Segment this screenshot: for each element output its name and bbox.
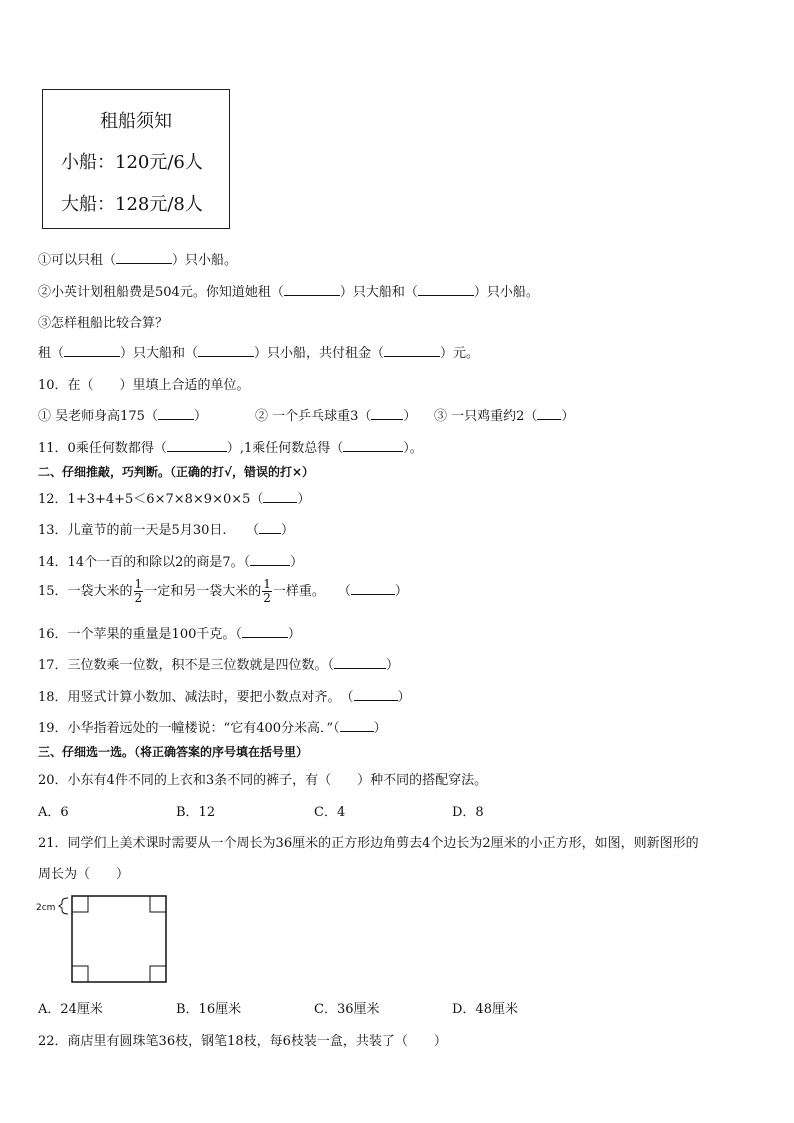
q10-item1: ① 吴老师身高175（ ） — [38, 409, 207, 424]
q21-option-a[interactable]: A．24厘米 — [38, 1002, 103, 1017]
notice-title: 租船须知 — [100, 111, 172, 132]
section-2-heading: 二、仔细推敲，巧判断。（正确的打√，错误的打×） — [38, 465, 315, 479]
answer-blank[interactable] — [158, 419, 194, 420]
q9-sub3-answer: 租（ ）只大船和（ ）只小船，共付租金（ ）元。 — [38, 346, 480, 361]
brace-icon — [59, 898, 68, 914]
section-3-heading: 三、仔细选一选。（将正确答案的序号填在括号里） — [38, 745, 309, 759]
q20-option-c[interactable]: C．4 — [314, 805, 346, 820]
q13: 13．儿童节的前一天是5月30日. （ ） — [38, 523, 295, 538]
q11: 11．0乘任何数都得（ ）,1乘任何数总得（ ）。 — [38, 441, 423, 456]
q12: 12．1+3+4+5＜6×7×8×9×0×5（ ） — [38, 492, 311, 507]
q21-option-d[interactable]: D．48厘米 — [452, 1002, 518, 1017]
fraction-one-half: $\frac{1}{2}$ — [134, 577, 143, 605]
outer-square — [72, 896, 166, 982]
answer-blank[interactable] — [263, 502, 297, 503]
answer-blank[interactable] — [354, 700, 398, 701]
notice-big-boat: 大船：128元/8人 — [61, 194, 203, 215]
answer-blank[interactable] — [64, 356, 120, 357]
figure-label: 2cm — [36, 903, 56, 913]
q15: 15．一袋大米的 $\frac{1}{2}$ 一定和另一袋大米的 $\frac{1}{2}$ 一样重。 （ ） — [38, 577, 408, 605]
q9-sub2: ②小英计划租船费是504元。你知道她租（ ）只大船和（ ）只小船。 — [38, 285, 539, 300]
q22-stem: 22．商店里有圆珠笔36枝，钢笔18枝，每6枝装一盒，共装了（ ） — [38, 1034, 447, 1049]
q20-option-a[interactable]: A．6 — [38, 805, 69, 820]
q10-item3: ③ 一只鸡重约2（ ） — [434, 409, 575, 424]
q16: 16．一个苹果的重量是100千克。（ ） — [38, 627, 301, 642]
answer-blank[interactable] — [537, 419, 561, 420]
q21-square-figure — [34, 890, 174, 990]
notice-small-boat: 小船：120元/6人 — [61, 152, 203, 173]
q19: 19．小华指着远处的一幢楼说：“它有400分米高．”（ ） — [38, 721, 387, 736]
q17: 17．三位数乘一位数，积不是三位数就是四位数。（ ） — [38, 658, 400, 673]
q21-stem-line2: 周长为（ ） — [38, 867, 130, 882]
answer-blank[interactable] — [284, 295, 340, 296]
answer-blank[interactable] — [340, 731, 374, 732]
answer-blank[interactable] — [343, 451, 403, 452]
answer-blank[interactable] — [167, 451, 227, 452]
q10-stem: 10．在（ ）里填上合适的单位。 — [38, 378, 250, 393]
corner-square-top-left — [72, 896, 88, 912]
q20-stem: 20．小东有4件不同的上衣和3条不同的裤子，有（ ）种不同的搭配穿法。 — [38, 773, 488, 788]
fraction-one-half: $\frac{1}{2}$ — [263, 577, 271, 605]
answer-blank[interactable] — [250, 565, 290, 566]
answer-blank[interactable] — [351, 594, 395, 595]
q21-option-c[interactable]: C．36厘米 — [314, 1002, 380, 1017]
boat-rental-notice-box — [42, 89, 230, 229]
q14: 14．14个一百的和除以2的商是7。（ ） — [38, 555, 304, 570]
answer-blank[interactable] — [198, 356, 254, 357]
answer-blank[interactable] — [371, 419, 403, 420]
answer-blank[interactable] — [242, 637, 288, 638]
corner-square-top-right — [150, 896, 166, 912]
q9-sub1: ①可以只租（ ）只小船。 — [38, 253, 238, 268]
q18: 18．用竖式计算小数加、减法时，要把小数点对齐。 （ ） — [38, 690, 411, 705]
answer-blank[interactable] — [116, 263, 172, 264]
corner-square-bottom-left — [72, 966, 88, 982]
answer-blank[interactable] — [384, 356, 440, 357]
q10-item2: ② 一个乒乓球重3（ ） — [255, 409, 417, 424]
square-diagram — [34, 890, 174, 990]
answer-blank[interactable] — [334, 668, 386, 669]
q20-option-d[interactable]: D．8 — [452, 805, 484, 820]
corner-square-bottom-right — [150, 966, 166, 982]
answer-blank[interactable] — [259, 533, 281, 534]
q9-sub3: ③怎样租船比较合算？ — [38, 316, 169, 331]
answer-blank[interactable] — [418, 295, 474, 296]
q21-stem-line1: 21．同学们上美术课时需要从一个周长为36厘米的正方形边角剪去4个边长为2厘米的小正方形，如图，则新图形的 — [38, 836, 699, 851]
q21-option-b[interactable]: B．16厘米 — [176, 1002, 242, 1017]
q20-option-b[interactable]: B．12 — [176, 805, 216, 820]
